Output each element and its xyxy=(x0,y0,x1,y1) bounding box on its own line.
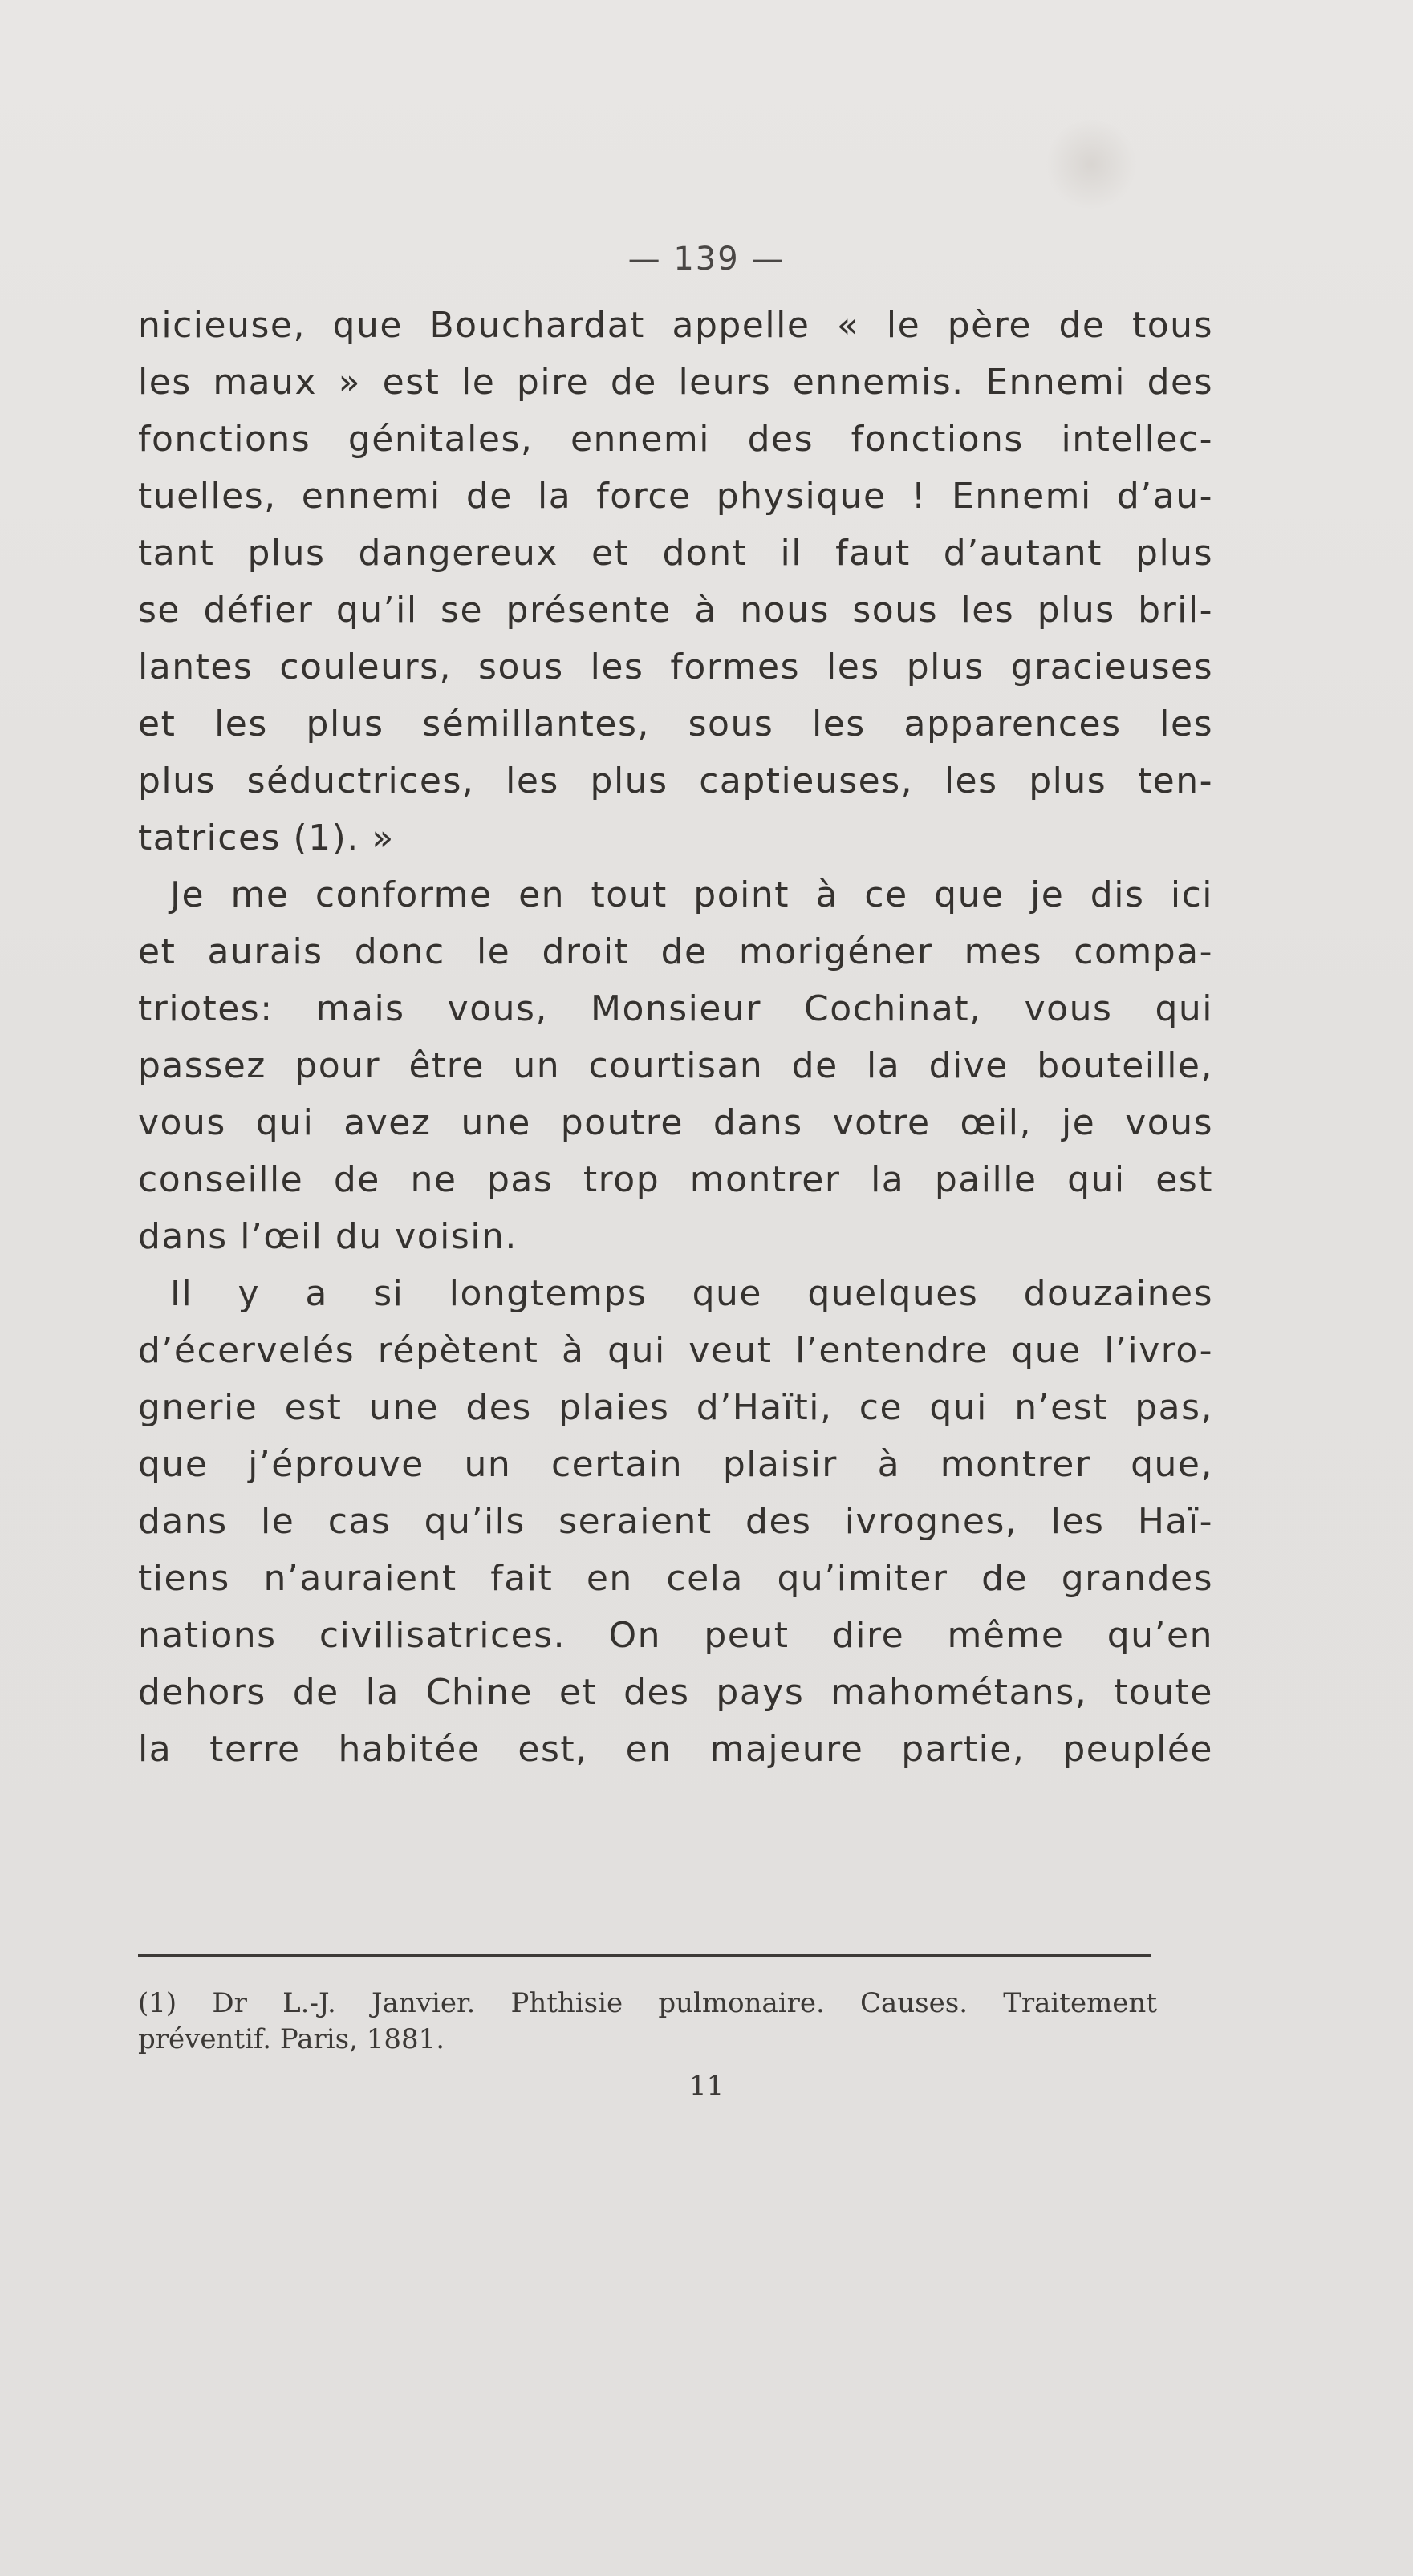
text-line: Il y a si longtemps que quelques douzaines xyxy=(170,1273,1213,1314)
text-line: dans l’œil du voisin. xyxy=(138,1216,518,1257)
footnote xyxy=(138,1986,1157,2058)
text-line: que j’éprouve un certain plaisir à montrer que, xyxy=(138,1444,1213,1485)
text-line: dehors de la Chine et des pays mahométans, toute xyxy=(138,1672,1213,1713)
text-line: gnerie est une des plaies d’Haïti, ce qui n’est pas, xyxy=(138,1387,1213,1428)
page-number: — 139 — xyxy=(627,241,786,278)
paper-stain xyxy=(1043,120,1139,209)
signature-mark: 11 xyxy=(688,2070,725,2102)
footnote-divider xyxy=(138,1954,1151,1957)
text-line: conseille de ne pas trop montrer la paille qui est xyxy=(138,1159,1213,1200)
text-line: tuelles, ennemi de la force physique ! Ennemi d’au- xyxy=(138,476,1213,517)
text-line: tiens n’auraient fait en cela qu’imiter de grandes xyxy=(138,1558,1213,1599)
text-line: nations civilisatrices. On peut dire même qu’en xyxy=(138,1615,1213,1656)
footnote-line: préventif. Paris, 1881. xyxy=(138,2023,445,2055)
text-line: Je me conforme en tout point à ce que je dis ici xyxy=(170,874,1213,915)
body-text xyxy=(138,297,1213,1778)
text-line: se défier qu’il se présente à nous sous les plus bril- xyxy=(138,590,1213,631)
text-line: plus séductrices, les plus captieuses, les plus ten- xyxy=(138,761,1213,801)
text-line: lantes couleurs, sous les formes les plus gracieuses xyxy=(138,647,1213,688)
text-line: tant plus dangereux et dont il faut d’autant plus xyxy=(138,533,1213,574)
text-line: la terre habitée est, en majeure partie, peuplée xyxy=(138,1729,1213,1770)
text-line: fonctions génitales, ennemi des fonctions intellec- xyxy=(138,419,1213,460)
text-line: et aurais donc le droit de morigéner mes compa- xyxy=(138,931,1213,972)
text-line: dans le cas qu’ils seraient des ivrognes, les Haï- xyxy=(138,1501,1213,1542)
text-line: triotes: mais vous, Monsieur Cochinat, vous qui xyxy=(138,988,1213,1029)
text-line: vous qui avez une poutre dans votre œil, je vous xyxy=(138,1102,1213,1143)
text-line: d’écervelés répètent à qui veut l’entendre que l’ivro- xyxy=(138,1330,1213,1371)
text-line: nicieuse, que Bouchardat appelle « le père de tous xyxy=(138,305,1213,346)
footnote-line: (1) Dr L.-J. Janvier. Phthisie pulmonaire. Causes. Traitement xyxy=(138,1987,1157,2019)
text-line: et les plus sémillantes, sous les apparences les xyxy=(138,704,1213,744)
text-line: tatrices (1). » xyxy=(138,817,395,858)
text-line: passez pour être un courtisan de la dive bouteille, xyxy=(138,1045,1213,1086)
text-line: les maux » est le pire de leurs ennemis. Ennemi des xyxy=(138,362,1213,403)
